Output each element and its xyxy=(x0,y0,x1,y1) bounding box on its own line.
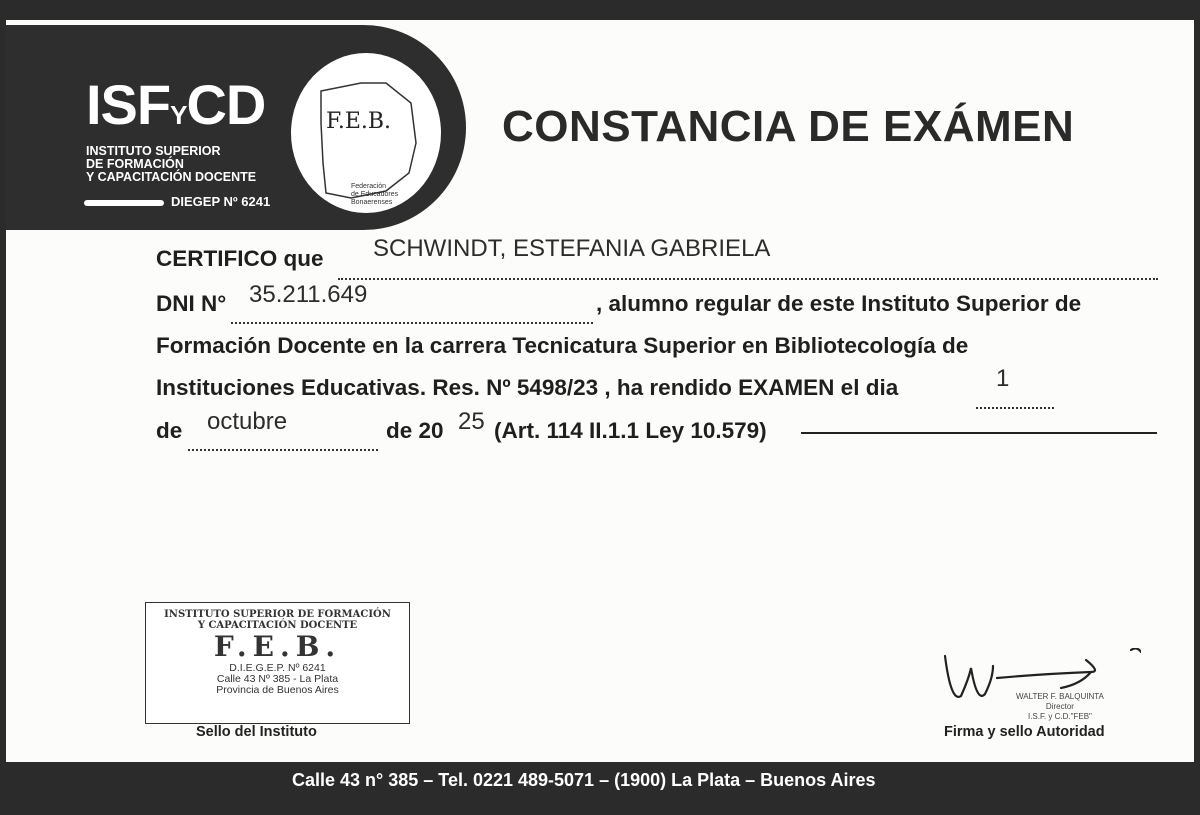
isf-subtitle-line3: Y CAPACITACIÓN DOCENTE xyxy=(86,170,257,184)
name-dotted-line xyxy=(338,278,1158,280)
student-name: SCHWINDT, ESTEFANIA GABRIELA xyxy=(373,235,771,262)
feb-subtitle-line3: Bonaerenses xyxy=(351,199,393,206)
feb-logo xyxy=(291,53,441,213)
feb-subtitle-line2: de Educadores xyxy=(351,191,399,198)
footer-band xyxy=(0,762,1200,815)
exam-text: Instituciones Educativas. Res. Nº 5498/23 , ha rendido EXAMEN el dia xyxy=(156,375,899,400)
sello-label: Sello del Instituto xyxy=(196,724,317,740)
isf-subtitle-line1: INSTITUTO SUPERIOR xyxy=(86,144,221,158)
isf-logo-subtitle xyxy=(86,145,256,184)
dni-label: DNI N° xyxy=(156,291,227,316)
firma-label: Firma y sello Autoridad xyxy=(944,724,1105,740)
stamp-line5: Provincia de Buenos Aires xyxy=(216,684,339,696)
dni-value: 35.211.649 xyxy=(249,281,368,308)
document-title: CONSTANCIA DE EXÁMEN xyxy=(502,102,1075,151)
signature-stamp-line2: Director xyxy=(1045,702,1074,711)
dni-dotted-line xyxy=(231,322,593,324)
institute-stamp xyxy=(145,602,410,724)
article-text: (Art. 114 II.1.1 Ley 10.579) xyxy=(494,418,767,443)
day-dotted-line xyxy=(976,407,1054,409)
isf-diegep: DIEGEP Nº 6241 xyxy=(171,194,271,209)
year-value: 25 xyxy=(458,408,485,435)
stamp-line4: Calle 43 Nº 385 - La Plata xyxy=(216,673,339,685)
isf-logo-cd: CD xyxy=(186,73,266,136)
year-prefix: de 20 xyxy=(386,418,444,443)
career-text: Formación Docente en la carrera Tecnicatura Superior en Bibliotecología de xyxy=(156,333,969,358)
stamp-line3: D.I.E.G.E.P. Nº 6241 xyxy=(229,662,326,674)
day-value: 1 xyxy=(996,365,1010,392)
signature-stamp-line1: WALTER F. BALQUINTA xyxy=(1016,692,1104,701)
feb-logo-subtitle xyxy=(351,183,398,207)
certificate-paper xyxy=(6,20,1194,762)
isf-logo-isf: ISF xyxy=(86,73,171,136)
isf-logo-title xyxy=(86,73,266,136)
feb-subtitle-line1: Federación xyxy=(351,183,387,190)
signature-stamp xyxy=(1016,692,1104,722)
feb-logo-mark: F.E.B. xyxy=(326,109,392,134)
stamp-line1: INSTITUTO SUPERIOR DE FORMACIÓN xyxy=(164,609,391,620)
isf-subtitle-line2: DE FORMACIÓN xyxy=(86,157,184,171)
signature-stamp-line3: I.S.F. y C.D."FEB" xyxy=(1027,712,1092,721)
footer-address: Calle 43 n° 385 – Tel. 0221 489-5071 – (1900) La Plata – Buenos Aires xyxy=(292,770,876,790)
stamp-feb: F.E.B. xyxy=(213,630,342,663)
header-band xyxy=(6,25,466,230)
certifico-label: CERTIFICO que xyxy=(156,246,324,271)
dni-suffix-text: , alumno regular de este Instituto Superior de xyxy=(596,291,1082,316)
month-value: octubre xyxy=(207,408,288,435)
stamp-line2: Y CAPACITACIÓN DOCENTE xyxy=(197,620,358,631)
month-dotted-line xyxy=(188,449,378,451)
de-label: de xyxy=(156,418,183,443)
isf-diegep-bar xyxy=(84,200,164,206)
closing-rule xyxy=(801,432,1157,434)
isf-logo-y: Y xyxy=(170,100,187,130)
